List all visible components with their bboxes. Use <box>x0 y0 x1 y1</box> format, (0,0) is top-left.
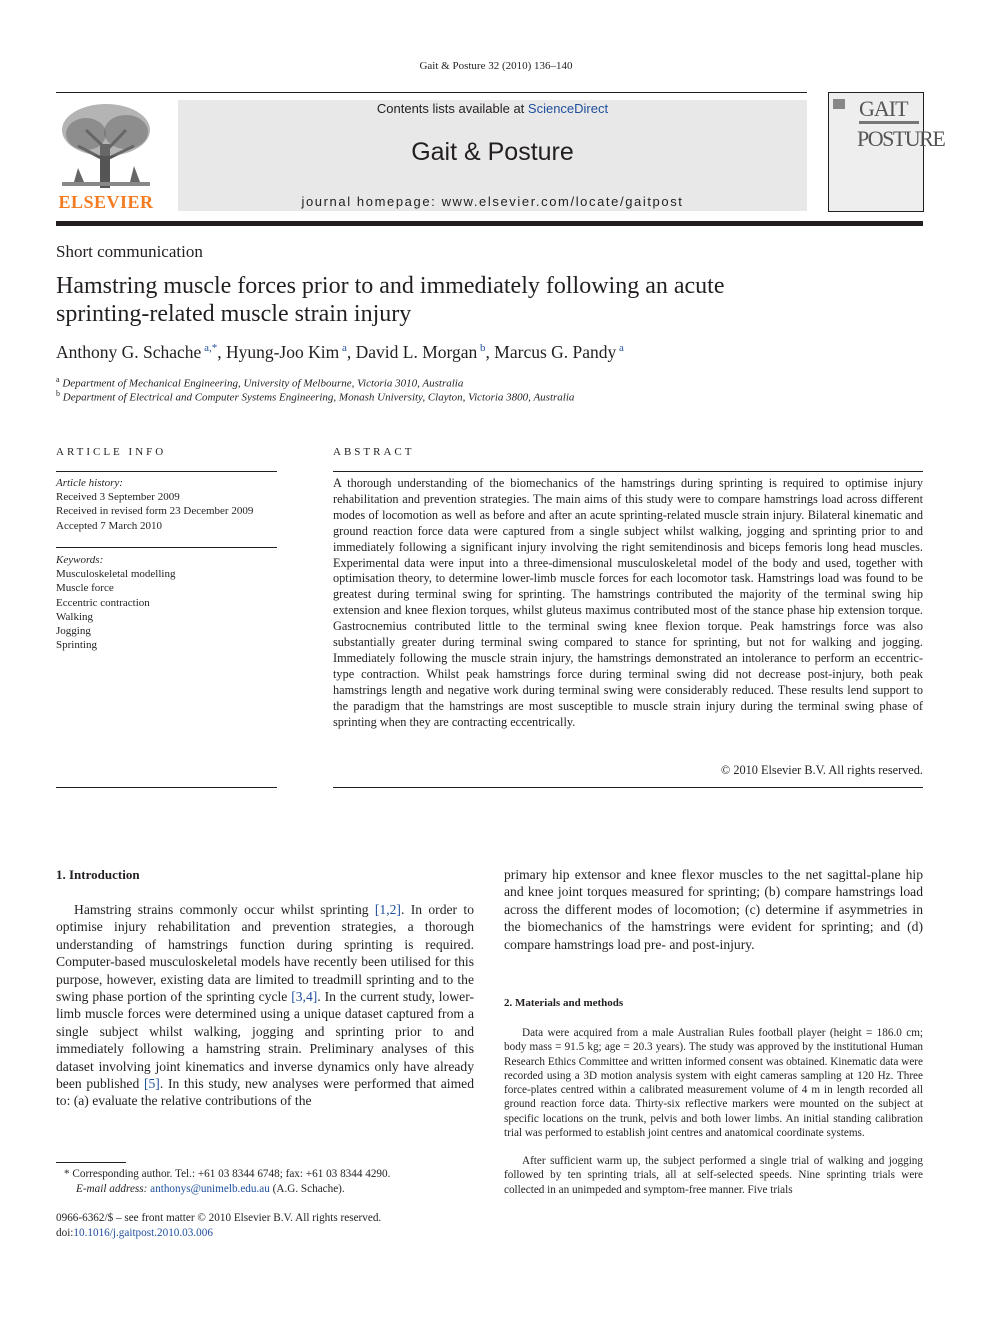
elsevier-logo[interactable] <box>56 100 156 212</box>
reference-link[interactable]: [1,2] <box>374 902 401 917</box>
email-label: E-mail address: <box>76 1183 151 1195</box>
article-info-rule <box>56 471 277 472</box>
author-name[interactable]: Marcus G. Pandy <box>494 342 617 362</box>
contents-line <box>178 101 807 116</box>
keywords-label: Keywords: <box>56 554 104 566</box>
author-affiliation-mark[interactable]: a <box>341 342 347 355</box>
article-history <box>56 476 277 533</box>
header-thick-rule <box>56 221 923 226</box>
author-affiliation-mark[interactable]: b <box>480 342 486 355</box>
header-top-rule <box>56 92 807 93</box>
intro-paragraph <box>56 901 474 1110</box>
abstract-heading: ABSTRACT <box>333 446 415 458</box>
article-info-heading: ARTICLE INFO <box>56 446 167 458</box>
intro-text: . In the current study, lower-limb muscle forces were determined using a unique dataset captured from a single subject whilst walking, jogging and sprinting prior to and immediately following a hamstring strain. Preliminary analyses of this dataset involving joint kinematics and inverse dynamics only have already been published <box>56 989 474 1092</box>
reference-link[interactable]: [3,4] <box>291 989 318 1005</box>
affiliation-b <box>56 389 574 404</box>
author-affiliation-mark[interactable]: a <box>619 342 624 355</box>
section-type: Short communication <box>56 242 203 261</box>
cover-title-gait: GAIT <box>859 96 908 121</box>
cover-title-posture: POSTURE <box>857 126 945 151</box>
intro-paragraph-continued: primary hip extensor and knee flexor muscles to the net sagittal-plane hip and knee joint torques measured for sprinting; (b) compare hamstrings load across the different modes of locomotion; (c) determine if asymmetries in the biomechanics of the hamstrings were evident for sprinting; and (d) compare hamstrings load pre- and post-injury. <box>504 867 923 952</box>
reference-link[interactable]: [5] <box>143 1076 160 1092</box>
intro-text: . In this study, new analyses were performed that aimed to: (a) evaluate the relative contributions of the <box>56 1076 474 1109</box>
affiliation-a <box>56 375 463 390</box>
journal-cover[interactable] <box>828 92 945 212</box>
email-footnote <box>76 1182 496 1197</box>
cover-divider <box>859 121 919 124</box>
affiliation-mark: a <box>56 375 60 384</box>
keyword: Jogging <box>56 625 91 638</box>
issn-line: 0966-6362/$ – see front matter © 2010 Elsevier B.V. All rights reserved. <box>56 1212 382 1224</box>
doi-label: doi: <box>56 1227 74 1239</box>
affiliation-mark: b <box>56 389 60 398</box>
methods-text: After sufficient warm up, the subject performed a single trial of walking and jogging followed by ten sprinting trials, all at self-selected speeds. Nine sprinting trials were collected in an unimpeded and symptom-free manner. Five trials <box>504 1155 923 1196</box>
cover-emblem-icon <box>833 99 845 109</box>
author-affiliation-mark[interactable]: a,* <box>204 342 218 355</box>
elsevier-wordmark: ELSEVIER <box>58 192 154 212</box>
history-received: Received 3 September 2009 <box>56 491 180 504</box>
abstract-bottom-rule <box>333 787 923 788</box>
journal-citation: Gait & Posture 32 (2010) 136–140 <box>419 60 573 72</box>
keyword: Walking <box>56 610 93 623</box>
article-title-line-1: Hamstring muscle forces prior to and immediately following an acute <box>56 273 725 299</box>
keyword: Eccentric contraction <box>56 596 150 609</box>
email-suffix: (A.G. Schache). <box>269 1183 345 1195</box>
keywords <box>56 553 277 652</box>
author-list: Anthony G. Schache $^{a,*}$, Hyung-Joo Kim $^a$, David L. Morgan $^b$, Marcus G. Pandy $^a$ <box>56 342 624 362</box>
intro-heading: 1. Introduction <box>56 867 140 882</box>
keyword: Sprinting <box>56 639 97 652</box>
keyword: Muscle force <box>56 582 114 595</box>
affiliation-text: Department of Electrical and Computer Systems Engineering, Monash University, Clayton, Victoria 3800, Australia <box>62 391 575 404</box>
footnote-rule <box>56 1162 126 1163</box>
doi-link[interactable]: 10.1016/j.gaitpost.2010.03.006 <box>73 1227 213 1239</box>
article-title-line-2: sprinting-related muscle strain injury <box>56 301 412 327</box>
article-title <box>56 272 916 328</box>
history-revised: Received in revised form 23 December 2009 <box>56 505 254 518</box>
sciencedirect-link[interactable]: ScienceDirect <box>527 101 609 116</box>
intro-text: . In order to optimise injury rehabilitation and prevention strategies, a thorough understanding of hamstrings function during sprinting is required. Computer-based musculoskeletal models have recently been utilised for this purpose, however, existing data are limited to treadmill sprinting and to the swing phase portion of the sprinting cycle <box>56 902 474 1005</box>
keywords-rule <box>56 547 277 548</box>
author-name[interactable]: David L. Morgan <box>355 342 478 362</box>
methods-paragraph-1 <box>504 1026 923 1140</box>
journal-homepage[interactable]: journal homepage: www.elsevier.com/locate/gaitpost <box>301 194 684 209</box>
abstract-copyright: © 2010 Elsevier B.V. All rights reserved. <box>720 763 923 777</box>
doi-line <box>56 1226 496 1241</box>
email-link[interactable]: anthonys@unimelb.edu.au <box>150 1183 270 1195</box>
article-info-bottom-rule <box>56 787 277 788</box>
keyword: Musculoskeletal modelling <box>56 568 176 581</box>
methods-heading: 2. Materials and methods <box>504 997 624 1009</box>
intro-text: Hamstring strains commonly occur whilst sprinting <box>74 902 375 917</box>
contents-prefix: Contents lists available at <box>376 101 528 116</box>
author-name[interactable]: Anthony G. Schache <box>56 342 202 362</box>
abstract-text: A thorough understanding of the biomechanics of the hamstrings during sprinting is required to optimise injury rehabilitation and prevention strategies. The main aims of this study were to compare hamstrings load across different modes of locomotion as well as before and after an acute sprinting-related muscle strain injury. Bilateral kinematic and ground reaction force data were captured from a single subject whilst walking, jogging and sprinting prior to and immediately following a significant injury involving the right semitendinosis and biceps femoris long head muscles. Experimental data were input into a three-dimensional musculoskeletal model of the body and used, together with optimisation theory, to determine lower-limb muscle forces for each locomotor task. Hamstrings load was found to be greatest during terminal swing for sprinting. The hamstrings contributed the majority of the terminal swing hip extension and knee flexion torques, whilst gluteus maximus contributed most of the stance phase hip extension torque. Gastrocnemius contributed little to the terminal swing knee flexion torque. Peak hamstrings force was also substantially greater during terminal swing compared to stance for sprinting, but not for walking and jogging. Immediately following the muscle strain injury, the hamstrings demonstrated an intolerance to perform an eccentric-type contraction. Whilst peak hamstrings force during terminal swing did not decrease post-injury, both peak hamstrings length and negative work during terminal swing were considerably reduced. These results lend support to the paradigm that the hamstrings are most susceptible to muscle strain injury during the terminal swing phase of sprinting when they are contracting eccentrically. <box>333 476 923 729</box>
journal-title: Gait & Posture <box>411 138 574 166</box>
corresponding-footnote: * Corresponding author. Tel.: +61 03 8344 6748; fax: +61 03 8344 4290. <box>64 1168 391 1180</box>
methods-text: Data were acquired from a male Australian Rules football player (height = 186.0 cm; body mass = 91.5 kg; age = 20.3 years). The study was approved by the institutional Human Research Ethics Committee and written informed consent was obtained. Kinematic data were recorded using a 3D motion analysis system with eight cameras sampling at 120 Hz. Three force-plates centred within a calibrated measurement volume of 4 m in length recorded all ground reaction force data. Thirty-six reflective markers were mounted on the subject at specific locations on the trunk, pelvis and both lower limbs. An initial standing calibration trial was performed to establish joint centres and anatomical coordinate systems. <box>504 1027 923 1140</box>
history-label: Article history: <box>56 477 123 489</box>
affiliation-text: Department of Mechanical Engineering, University of Melbourne, Victoria 3010, Australia <box>62 377 464 390</box>
history-accepted: Accepted 7 March 2010 <box>56 519 162 532</box>
abstract-rule <box>333 471 923 472</box>
author-name[interactable]: Hyung-Joo Kim <box>225 342 340 362</box>
methods-paragraph-2 <box>504 1154 923 1197</box>
